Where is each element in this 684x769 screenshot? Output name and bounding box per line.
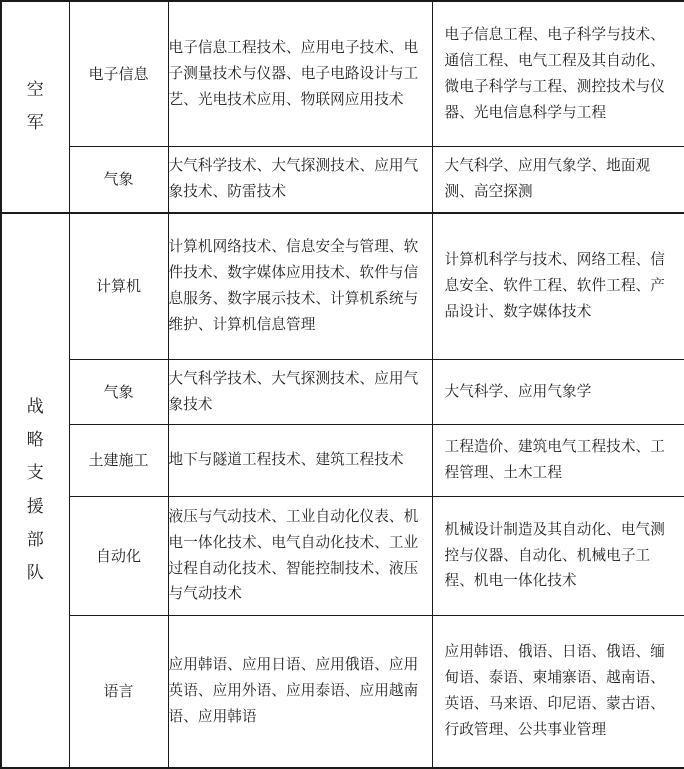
branch-cell-airforce [1,1,69,213]
university-majors-cell [432,1,684,146]
university-majors-text: 计算机科学与技术、网络工程、信息安全、软件工程、软件工程、产品设计、数字媒体技术 [444,251,665,321]
major-cell [69,496,168,615]
vocational-majors-text: 电子信息工程技术、应用电子技术、电子测量技术与仪器、电子电路设计与工艺、光电技术应用、物联网应用技术 [168,38,419,108]
vocational-majors-cell [168,146,432,213]
major-label: 气象 [103,170,134,189]
vocational-majors-text: 计算机网络技术、信息安全与管理、软件技术、数字媒体应用技术、软件与信息服务、数字展示技术、计算机系统与维护、计算机信息管理 [168,238,419,334]
vocational-majors-text: 大气科学技术、大气探测技术、应用气象技术 [168,369,419,413]
university-majors-text: 大气科学、应用气象学 [444,382,592,400]
table-row [1,213,684,359]
university-majors-cell [432,359,684,424]
major-cell [69,213,168,359]
university-majors-text: 应用韩语、俄语、日语、俄语、缅甸语、泰语、柬埔寨语、越南语、英语、马来语、印尼语、蒙古语、行政管理、公共事业管理 [444,643,665,739]
vocational-majors-text: 大气科学技术、大气探测技术、应用气象技术、防雷技术 [168,157,419,201]
vocational-majors-cell [168,213,432,359]
table-row [1,496,684,615]
branch-label: 战略支援部队 [26,397,44,583]
table-row [1,1,684,146]
university-majors-cell [432,424,684,496]
vocational-majors-text: 地下与隧道工程技术、建筑工程技术 [168,451,404,469]
major-cell [69,146,168,213]
university-majors-cell [432,146,684,213]
major-cell [69,359,168,424]
major-label: 语言 [103,682,134,701]
university-majors-cell [432,496,684,615]
vocational-majors-text: 液压与气动技术、工业自动化仪表、机电一体化技术、电气自动化技术、工业过程自动化技术、智能控制技术、液压与气动技术 [168,507,419,603]
vocational-majors-cell [168,424,432,496]
branch-label: 空军 [26,79,44,133]
branch-cell-strategic-support-force [1,213,69,768]
table-row [1,424,684,496]
vocational-majors-text: 应用韩语、应用日语、应用俄语、应用英语、应用外语、应用泰语、应用越南语、应用韩语 [168,656,419,726]
university-majors-cell [432,615,684,768]
table-row [1,615,684,768]
university-majors-text: 大气科学、应用气象学、地面观测、高空探测 [444,157,651,201]
major-cell [69,424,168,496]
major-label: 土建施工 [88,451,149,469]
vocational-majors-cell [168,1,432,146]
major-label: 气象 [103,382,134,401]
table-row [1,359,684,424]
major-label: 电子信息 [88,64,149,83]
university-majors-cell [432,213,684,359]
vocational-majors-cell [168,615,432,768]
major-cell [69,1,168,146]
major-label: 计算机 [95,277,141,296]
university-majors-text: 工程造价、建筑电气工程技术、工程管理、土木工程 [444,438,665,481]
major-label: 自动化 [95,546,141,565]
university-majors-text: 电子信息工程、电子科学与技术、通信工程、电气工程及其自动化、微电子科学与工程、测控技术与仪器、光电信息科学与工程 [444,25,665,121]
vocational-majors-cell [168,359,432,424]
vocational-majors-cell [168,496,432,615]
table-row [1,146,684,213]
university-majors-text: 机械设计制造及其自动化、电气测控与仪器、自动化、机械电子工程、机电一体化技术 [444,520,665,590]
major-cell [69,615,168,768]
